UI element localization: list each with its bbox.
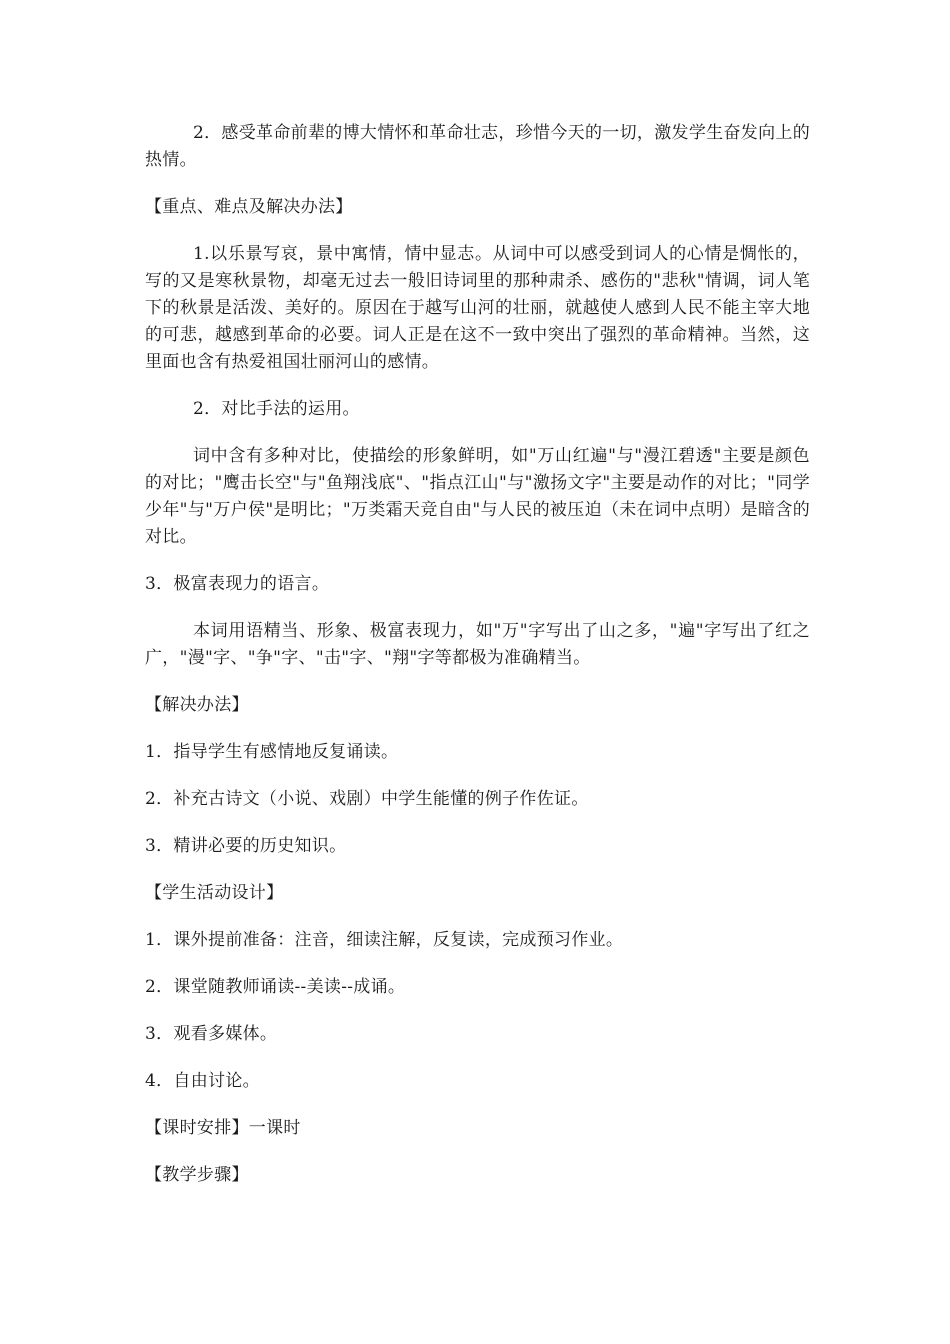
section-heading-steps: 【教学步骤】 (145, 1165, 249, 1185)
solution-item-2: 2．补充古诗文（小说、戏剧）中学生能懂的例子作佐证。 (145, 789, 589, 809)
goal-paragraph-2: 2．感受革命前辈的博大情怀和革命壮志，珍惜今天的一切，激发学生奋发向上的热情。 (145, 123, 810, 170)
section-heading-solutions: 【解决办法】 (145, 695, 249, 715)
language-paragraph: 本词用语精当、形象、极富表现力，如"万"字写出了山之多，"遍"字写出了红之广，"漫"字、"争"字、"击"字、"翔"字等都极为准确精当。 (145, 621, 810, 668)
solution-item-1: 1．指导学生有感情地反复诵读。 (145, 742, 399, 762)
section-heading-key-points: 【重点、难点及解决办法】 (145, 197, 353, 217)
contrast-paragraph: 词中含有多种对比，使描绘的形象鲜明，如"万山红遍"与"漫江碧透"主要是颜色的对比；"鹰击长空"与"鱼翔浅底"、"指点江山"与"激扬文字"主要是动作的对比；"同学少年"与"万户侯"是明比；"万类霜天竞自由"与人民的被压迫（未在词中点明）是暗含的对比。 (145, 446, 810, 547)
activity-item-1: 1．课外提前准备：注音，细读注解，反复读，完成预习作业。 (145, 930, 624, 950)
section-heading-activities: 【学生活动设计】 (145, 883, 284, 903)
key-point-paragraph-2: 2．对比手法的运用。 (193, 399, 360, 419)
key-point-paragraph-1: 1.以乐景写哀，景中寓情，情中显志。从词中可以感受到词人的心情是惆怅的，写的又是寒秋景物，却毫无过去一般旧诗词里的那种肃杀、感伤的"悲秋"情调，词人笔下的秋景是活泼、美好的。原因在于越写山河的壮丽，就越使人感到人民不能主宰大地的可悲，越感到革命的必要。词人正是在这不一致中突出了强烈的革命精神。当然，这里面也含有热爱祖国壮丽河山的感情。 (145, 244, 810, 372)
section-heading-schedule: 【课时安排】一课时 (145, 1118, 301, 1138)
activity-item-2: 2．课堂随教师诵读--美读--成诵。 (145, 977, 406, 997)
activity-item-4: 4．自由讨论。 (145, 1071, 260, 1091)
solution-item-3: 3．精讲必要的历史知识。 (145, 836, 347, 856)
document-body (145, 120, 810, 1209)
key-point-paragraph-3: 3．极富表现力的语言。 (145, 574, 330, 594)
activity-item-3: 3．观看多媒体。 (145, 1024, 278, 1044)
